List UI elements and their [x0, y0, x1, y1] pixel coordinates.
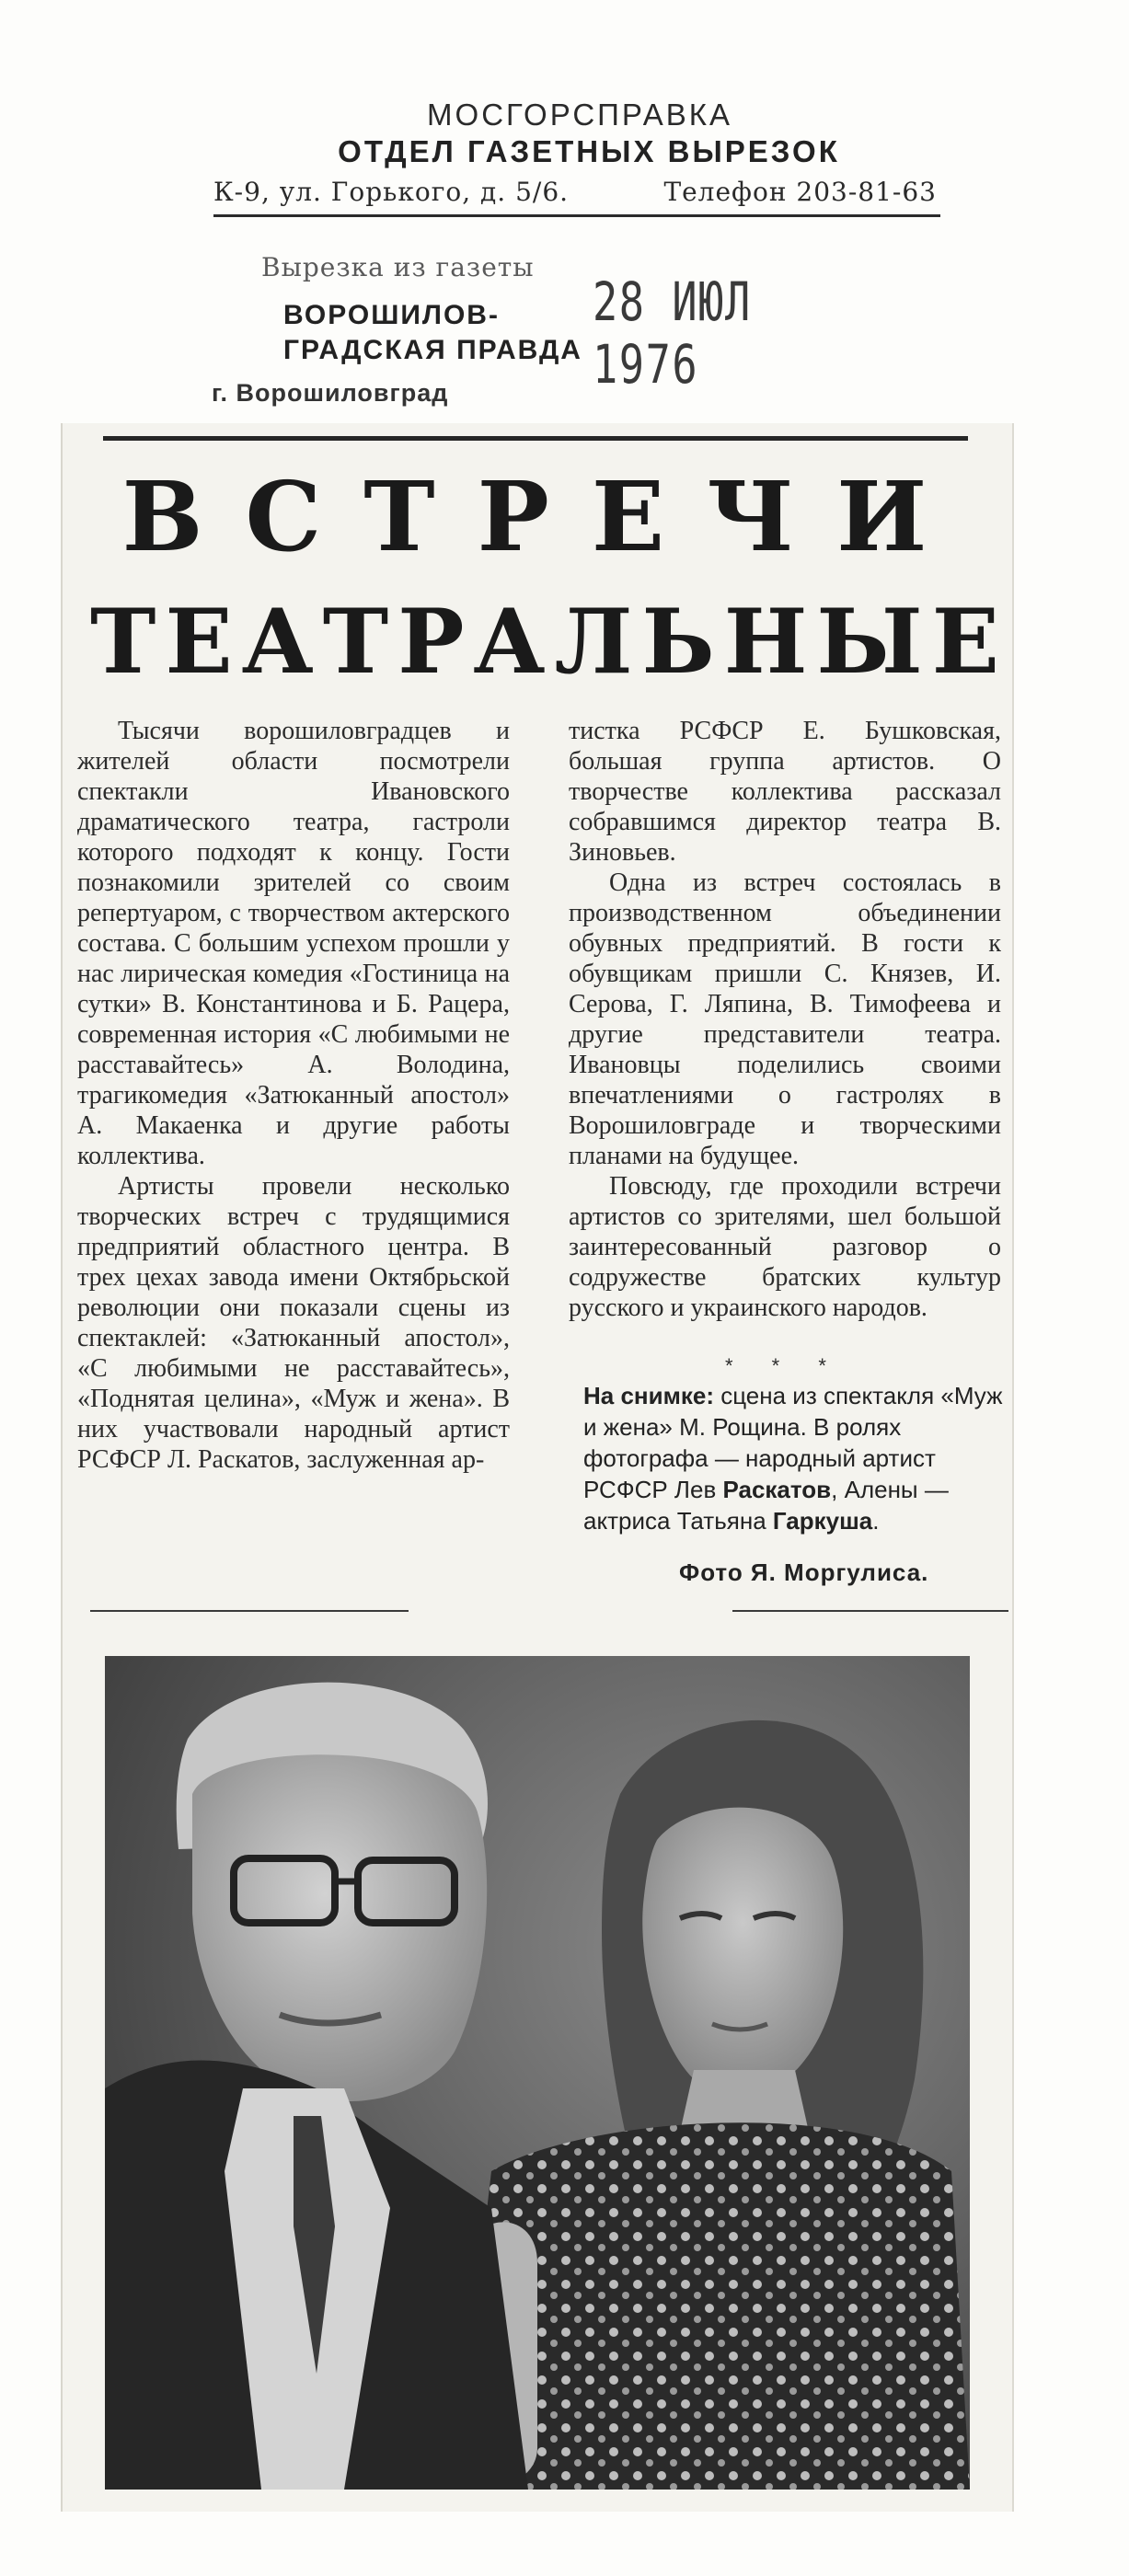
article-paragraph: Тысячи ворошиловградцев и жителей области посмотрели спектакли Ивановского драматического театра, гастроли которого подходят к концу. Гости познакомили зрителей со своим репертуаром, с творчеством актерского состава. С большим успехом прошли у нас лирическая комедия «Гостиница на сутки» В. Константинова и Б. Рацера, современная история «С любимыми не расставайтесь» А. Володина, трагикомедия «Затюканный апостол» А. Макаенка и другие работы коллектива. — [77, 717, 510, 1170]
photo-caption — [583, 1380, 1007, 1536]
date-stamp: 28 ИЮЛ 1976 — [593, 270, 752, 396]
article-column-left — [77, 716, 510, 1475]
newspaper-name — [283, 298, 582, 368]
bureau-phone: Телефон 203-81-63 — [663, 177, 937, 207]
caption-lead: На снимке: — [583, 1382, 714, 1409]
article-paragraph: Повсюду, где проходили встречи артистов со зрителями, шел большой заинтересованный разговор о содружестве братских культур русского и украинского народов. — [569, 1172, 1001, 1322]
newspaper-clipping — [61, 423, 1014, 2512]
newspaper-city: г. Ворошиловград — [212, 379, 449, 407]
caption-text: . — [872, 1507, 880, 1535]
caption-text: , Алены — актриса Татьяна — [583, 1476, 949, 1535]
bureau-address: К-9, ул. Горького, д. 5/6. — [213, 177, 570, 207]
bureau-department: ОТДЕЛ ГАЗЕТНЫХ ВЫРЕЗОК — [338, 134, 840, 168]
caption-text: сцена из спектакля «Муж и жена» М. Рощина. В ролях фотографа — народный артист РСФСР Лев — [583, 1382, 1003, 1503]
section-separator: * * * — [725, 1354, 843, 1377]
headline-line2: ТЕАТРАЛЬНЫЕ — [90, 590, 1008, 694]
article-paragraph: Одна из встреч состоялась в производственном объединении обувных предприятий. В гости к обувщикам пришли С. Князев, И. Серова, Г. Ляпина, В. Тимофеева и другие представители театра. Ивановцы поделились своими впечатлениями о гастролях в Ворошиловграде и творческими планами на будущее. — [569, 868, 1001, 1170]
article-column-right — [569, 716, 1001, 1323]
photo-credit: Фото Я. Моргулиса. — [679, 1558, 929, 1586]
newspaper-name-line2: ГРАДСКАЯ ПРАВДА — [283, 335, 582, 365]
article-paragraph: тистка РСФСР Е. Бушковская, большая группа артистов. О творчестве коллектива рассказал собравшимся директор театра В. Зиновьев. — [569, 717, 1001, 867]
divider-rule — [732, 1610, 1008, 1612]
headline-rule — [103, 436, 968, 441]
newspaper-name-line1: ВОРОШИЛОВ- — [283, 300, 500, 330]
bureau-org-name: МОСГОРСПРАВКА — [427, 98, 732, 132]
bureau-header — [212, 97, 948, 170]
headline-line1: ВСТРЕЧИ — [121, 460, 970, 573]
article-paragraph: Артисты провели несколько творческих встреч с трудящимися предприятий областного центра. В трех цехах завода имени Октябрьской революции они показали сцены из спектаклей: «Затюканный апостол», «С любимыми не расставайтесь», «Поднятая целина», «Муж и жена». В них участвовали народный артист РСФСР Л. Раскатов, заслуженная ар- — [77, 1172, 510, 1474]
caption-name: Раскатов — [722, 1476, 832, 1503]
photo-illustration — [105, 1656, 970, 2490]
bureau-contact-line — [213, 177, 940, 217]
article-photo — [105, 1656, 970, 2490]
clipping-from-label: Вырезка из газеты — [261, 252, 535, 282]
source-slip — [202, 221, 939, 425]
divider-rule — [90, 1610, 409, 1612]
caption-name: Гаркуша — [772, 1507, 873, 1535]
